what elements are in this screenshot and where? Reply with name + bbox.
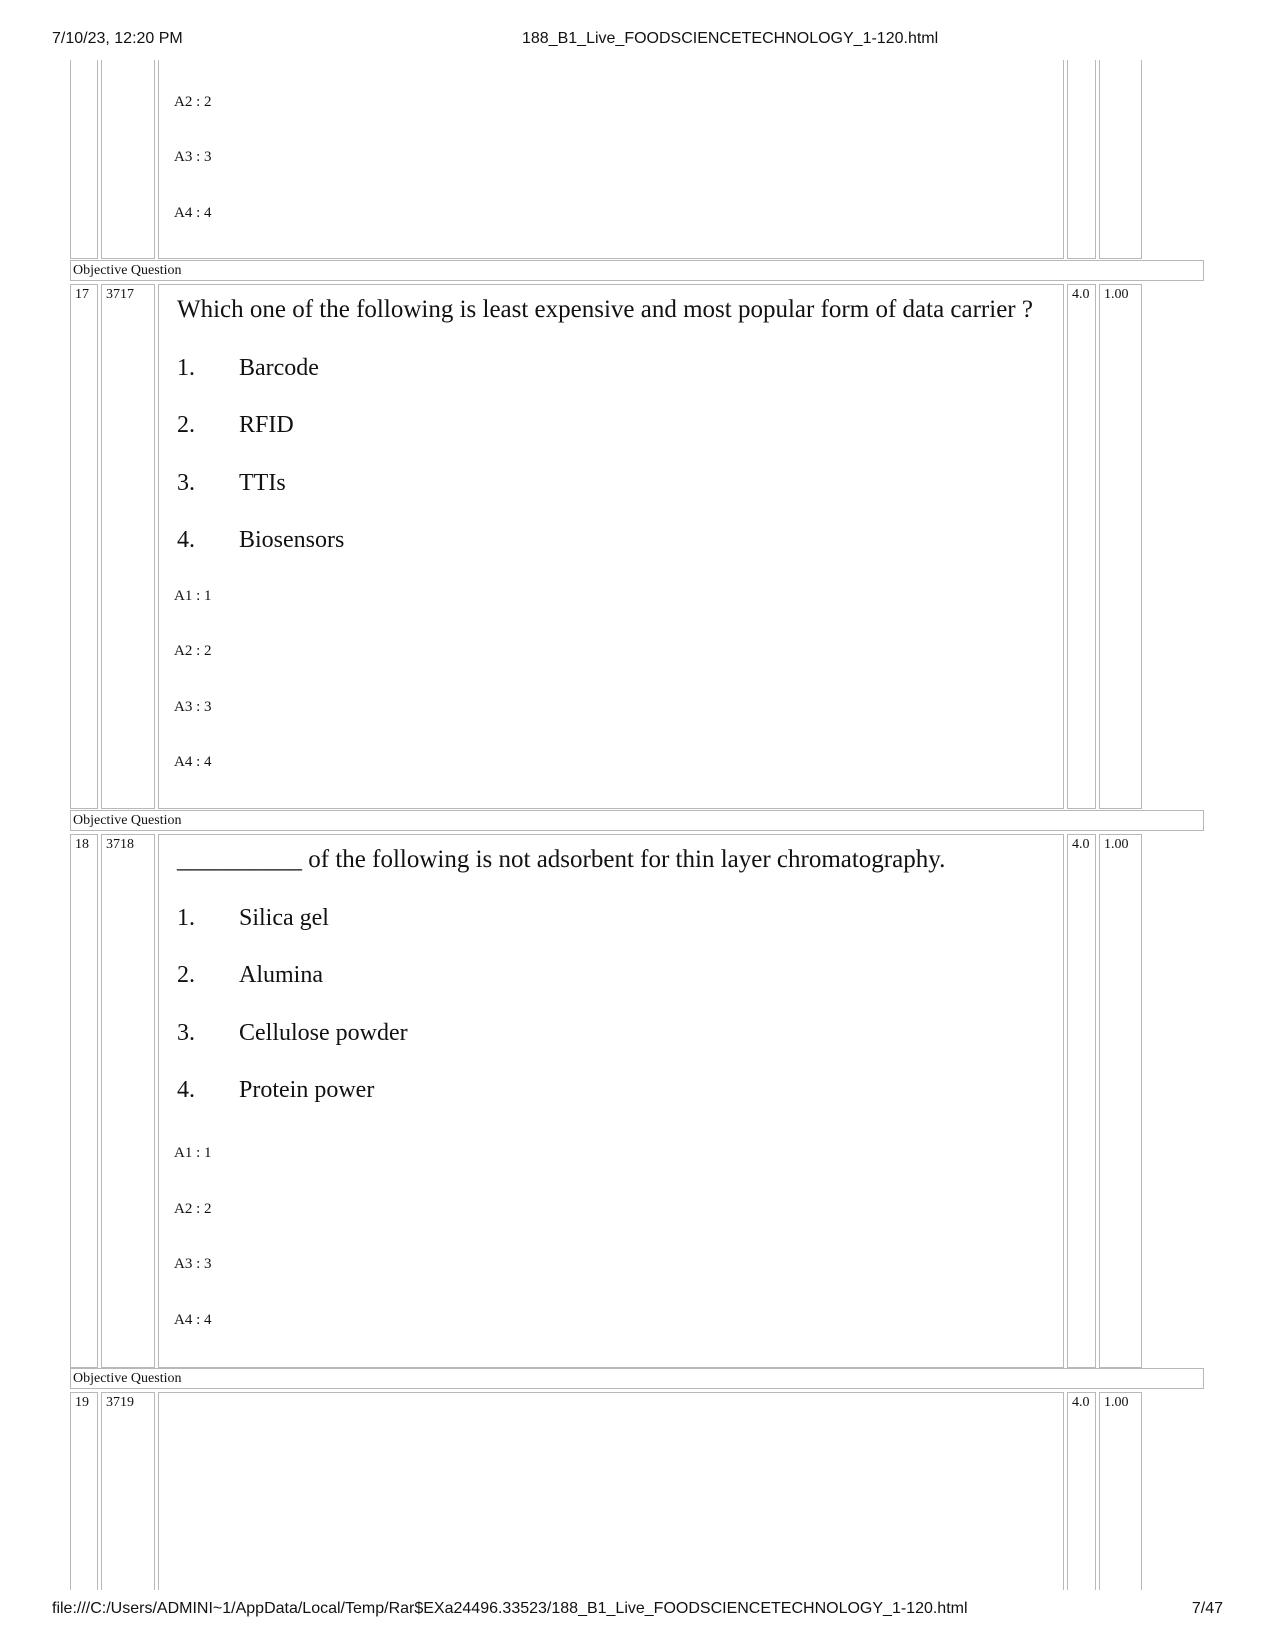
marks: 4.0 <box>1067 834 1096 1368</box>
answer-label: A1 : 1 <box>174 588 212 604</box>
serial-number: 19 <box>70 1392 98 1590</box>
option-text: Protein power <box>239 1077 375 1103</box>
option <box>177 527 344 554</box>
prev-qid-cell <box>101 60 155 259</box>
print-datetime: 7/10/23, 12:20 PM <box>52 30 183 47</box>
option-number: 4. <box>177 1077 195 1103</box>
answer-label: A4 : 4 <box>174 205 212 221</box>
option <box>177 1020 408 1047</box>
option-number: 4. <box>177 527 195 553</box>
option <box>177 355 319 382</box>
negative-marks: 1.00 <box>1099 1392 1142 1590</box>
question-cell <box>158 1392 1064 1590</box>
answer-label: A3 : 3 <box>174 699 212 715</box>
option-text: TTIs <box>239 470 286 496</box>
option-text: Barcode <box>239 355 319 381</box>
prev-question-cell <box>158 60 1064 259</box>
option-number: 2. <box>177 962 195 988</box>
prev-negative-cell <box>1099 60 1142 259</box>
option <box>177 470 286 497</box>
option <box>177 1077 374 1104</box>
option-number: 2. <box>177 412 195 438</box>
marks: 4.0 <box>1067 284 1096 809</box>
answer-label: A4 : 4 <box>174 1312 212 1328</box>
option <box>177 412 294 439</box>
answer-label: A2 : 2 <box>174 1201 212 1217</box>
negative-marks: 1.00 <box>1099 834 1142 1368</box>
print-page-number: 7/47 <box>1191 1600 1223 1617</box>
print-title: 188_B1_Live_FOODSCIENCETECHNOLOGY_1-120.html <box>522 30 939 47</box>
option-number: 1. <box>177 355 195 381</box>
option-number: 3. <box>177 1020 195 1046</box>
prev-marks-cell <box>1067 60 1096 259</box>
option-text: Cellulose powder <box>239 1020 408 1046</box>
option <box>177 905 329 932</box>
question-text: __________ of the following is not adsorbent for thin layer chromatography. <box>177 846 946 873</box>
marks: 4.0 <box>1067 1392 1096 1590</box>
answer-label: A1 : 1 <box>174 1145 212 1161</box>
question-table <box>70 60 1205 1590</box>
option-text: Silica gel <box>239 905 329 931</box>
option-text: RFID <box>239 412 294 438</box>
answer-label: A4 : 4 <box>174 754 212 770</box>
question-type-label: Objective Question <box>70 260 1204 281</box>
serial-number: 17 <box>70 284 98 809</box>
option <box>177 962 323 989</box>
answer-label: A3 : 3 <box>174 149 212 165</box>
prev-sno-cell <box>70 60 98 259</box>
question-id: 3717 <box>101 284 155 809</box>
answer-label: A2 : 2 <box>174 643 212 659</box>
answer-label: A2 : 2 <box>174 94 212 110</box>
print-file-path: file:///C:/Users/ADMINI~1/AppData/Local/Temp/Rar$EXa24496.33523/188_B1_Live_FOODSCIENCETECHNOLOGY_1-120.html <box>52 1600 968 1617</box>
negative-marks: 1.00 <box>1099 284 1142 809</box>
option-text: Alumina <box>239 962 323 988</box>
option-text: Biosensors <box>239 527 345 553</box>
serial-number: 18 <box>70 834 98 1368</box>
answer-label: A3 : 3 <box>174 1256 212 1272</box>
question-type-label: Objective Question <box>70 1368 1204 1389</box>
question-text: Which one of the following is least expensive and most popular form of data carrier ? <box>177 296 1033 323</box>
option-number: 1. <box>177 905 195 931</box>
question-id: 3718 <box>101 834 155 1368</box>
question-type-label: Objective Question <box>70 810 1204 831</box>
question-id: 3719 <box>101 1392 155 1590</box>
option-number: 3. <box>177 470 195 496</box>
